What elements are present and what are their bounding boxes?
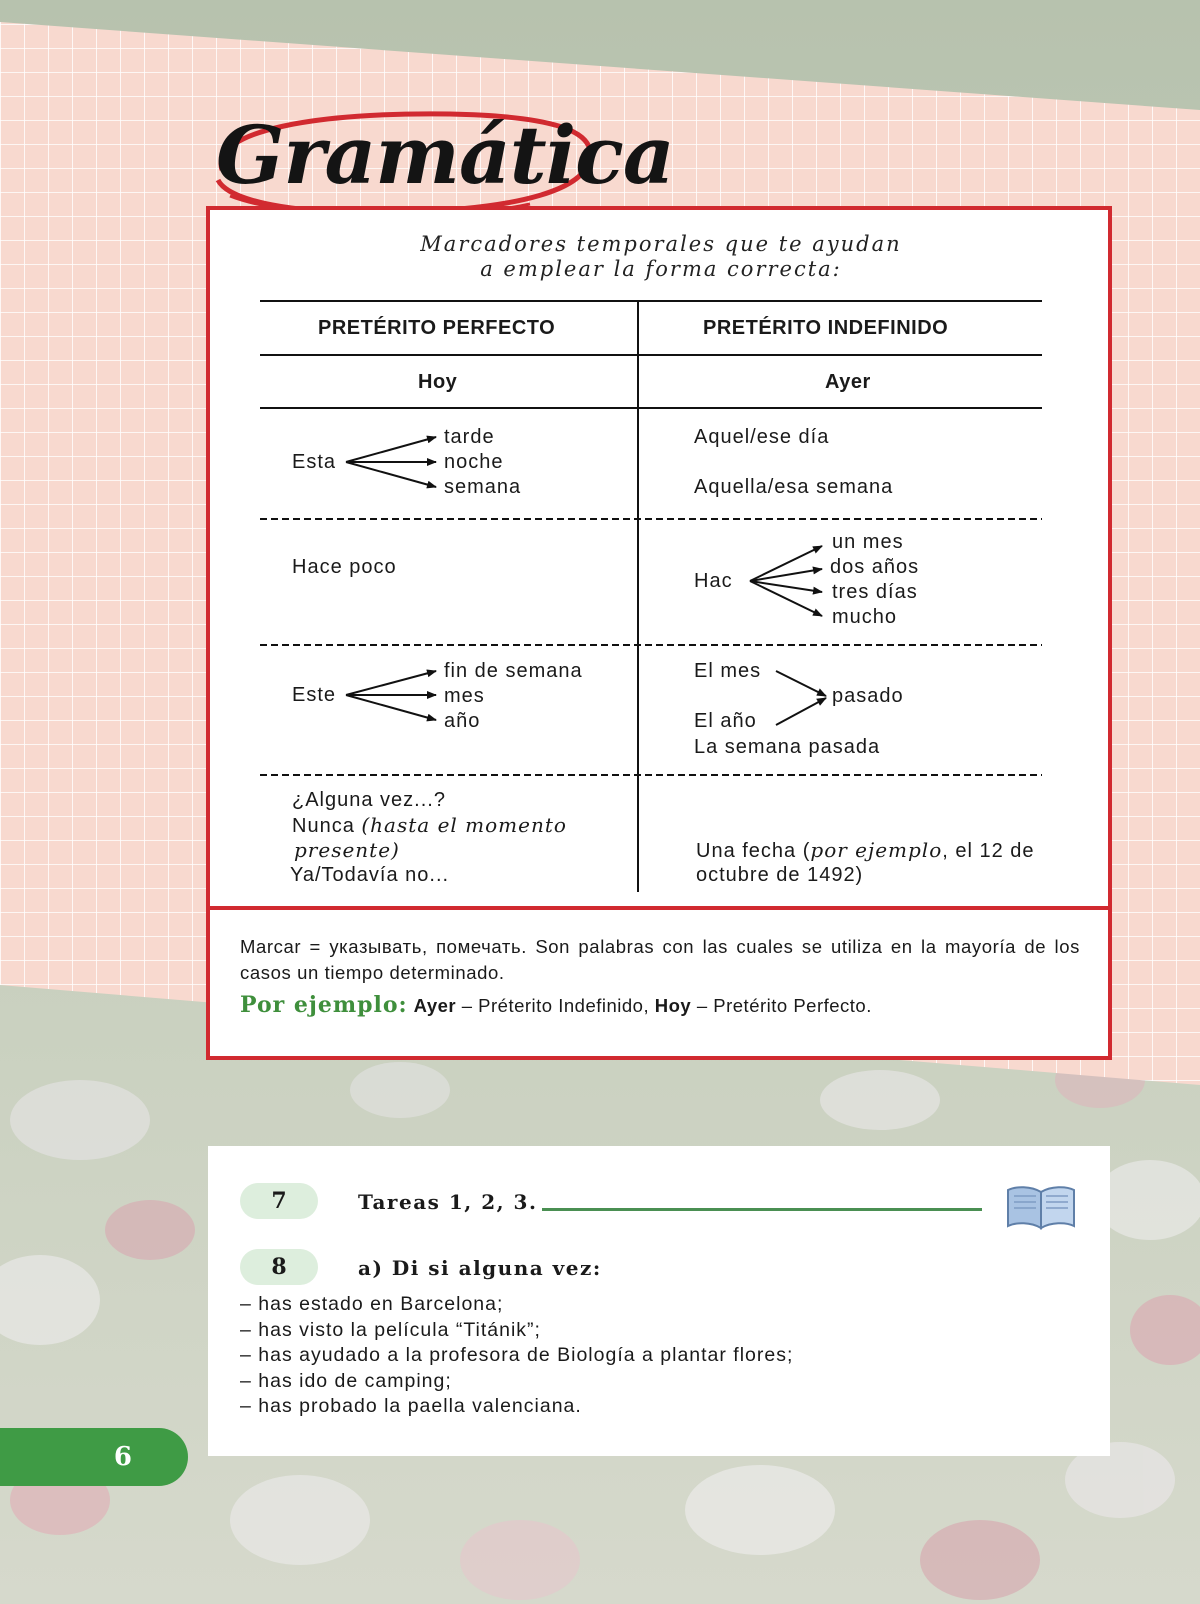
row3-right-target: pasado [832,685,904,707]
example-text: – Pretérito Perfecto. [691,995,872,1016]
task-7-rule [542,1208,982,1211]
list-item: – has probado la paella valenciana. [240,1395,582,1417]
row3-right-extra: La semana pasada [694,736,881,758]
row2-right-branch: tres días [832,581,918,603]
row3-left-branch: fin de semana [444,660,583,682]
row4-right-start: Una fecha ( [696,840,811,862]
intro-line-1: Marcadores temporales que te ayudan [420,232,902,256]
example-word-hoy: Hoy [654,995,692,1016]
row2-right-branch: un mes [832,531,904,553]
converge-arrows-pasado [776,671,826,725]
list-item: – has ido de camping; [240,1369,452,1392]
row2-left-text: Hace poco [292,556,397,578]
example-text: – Préterito Indefinido, [456,995,655,1016]
row2-right-branch: dos años [830,556,920,578]
branch-arrows-hace [750,546,822,616]
row2-right-stem: Hac [694,570,733,592]
task-7-text: Tareas 1, 2, 3. [358,1190,538,1214]
row4-left-line: ¿Alguna vez...? [292,789,446,811]
row1-right-line: Aquella/esa semana [694,476,894,498]
intro-line-2: a emplear la forma correcta: [480,257,842,281]
book-icon [1006,1184,1076,1230]
task-8-badge: 8 [240,1249,318,1285]
row1-left-branch: semana [444,476,522,498]
example-word-ayer: Ayer [413,995,457,1016]
list-item: – has estado en Barcelona; [240,1293,504,1315]
row1-left-branch: noche [444,451,504,473]
row4-left-plain: Nunca [292,815,362,837]
row1-right-line: Aquel/ese día [694,426,830,448]
task-8-list [240,1292,793,1420]
row3-left-stem: Este [292,684,337,706]
row1-left-stem: Esta [292,451,337,473]
row4-left-line [292,813,567,838]
row3-left-branch: mes [444,685,485,707]
definition-note: Marcar = указывать, помечать. Son palabras con las cuales se utiliza en la mayoría de los casos un tiempo determinado. [240,936,1080,983]
header-preterito-perfecto: PRETÉRITO PERFECTO [318,317,556,339]
row4-right-italic: por ejemplo [810,838,943,862]
list-item: – has visto la película “Titánik”; [240,1318,541,1341]
page-number: 6 [113,1442,132,1472]
row4-left-line: presente) [294,838,400,862]
row3-right-source: El año [694,710,757,732]
header-preterito-indefinido: PRETÉRITO INDEFINIDO [703,317,949,339]
row4-right-end: , el 12 de [942,840,1035,862]
row4-left-line: Ya/Todavía no... [290,864,450,886]
task-8-text: a) Di si alguna vez: [358,1256,602,1280]
branch-arrows-esta [346,437,436,487]
row1-left-branch: tarde [444,426,495,448]
row4-right-line: octubre de 1492) [696,864,864,886]
branch-arrows-este [346,671,436,720]
row3-right-source: El mes [694,660,762,682]
task-7-badge: 7 [240,1183,318,1219]
example-line [240,992,872,1018]
example-label: Por ejemplo: [240,992,408,1018]
subheader-hoy: Hoy [418,371,458,393]
row3-left-branch: año [444,710,481,732]
row4-right-line [696,838,1035,863]
subheader-ayer: Ayer [825,371,871,393]
row4-left-italic: (hasta el momento [361,813,567,837]
list-item: – has ayudado a la profesora de Biología a plantar flores; [240,1344,794,1366]
page-title: Gramática [216,108,674,202]
row2-right-branch: mucho [832,606,898,628]
